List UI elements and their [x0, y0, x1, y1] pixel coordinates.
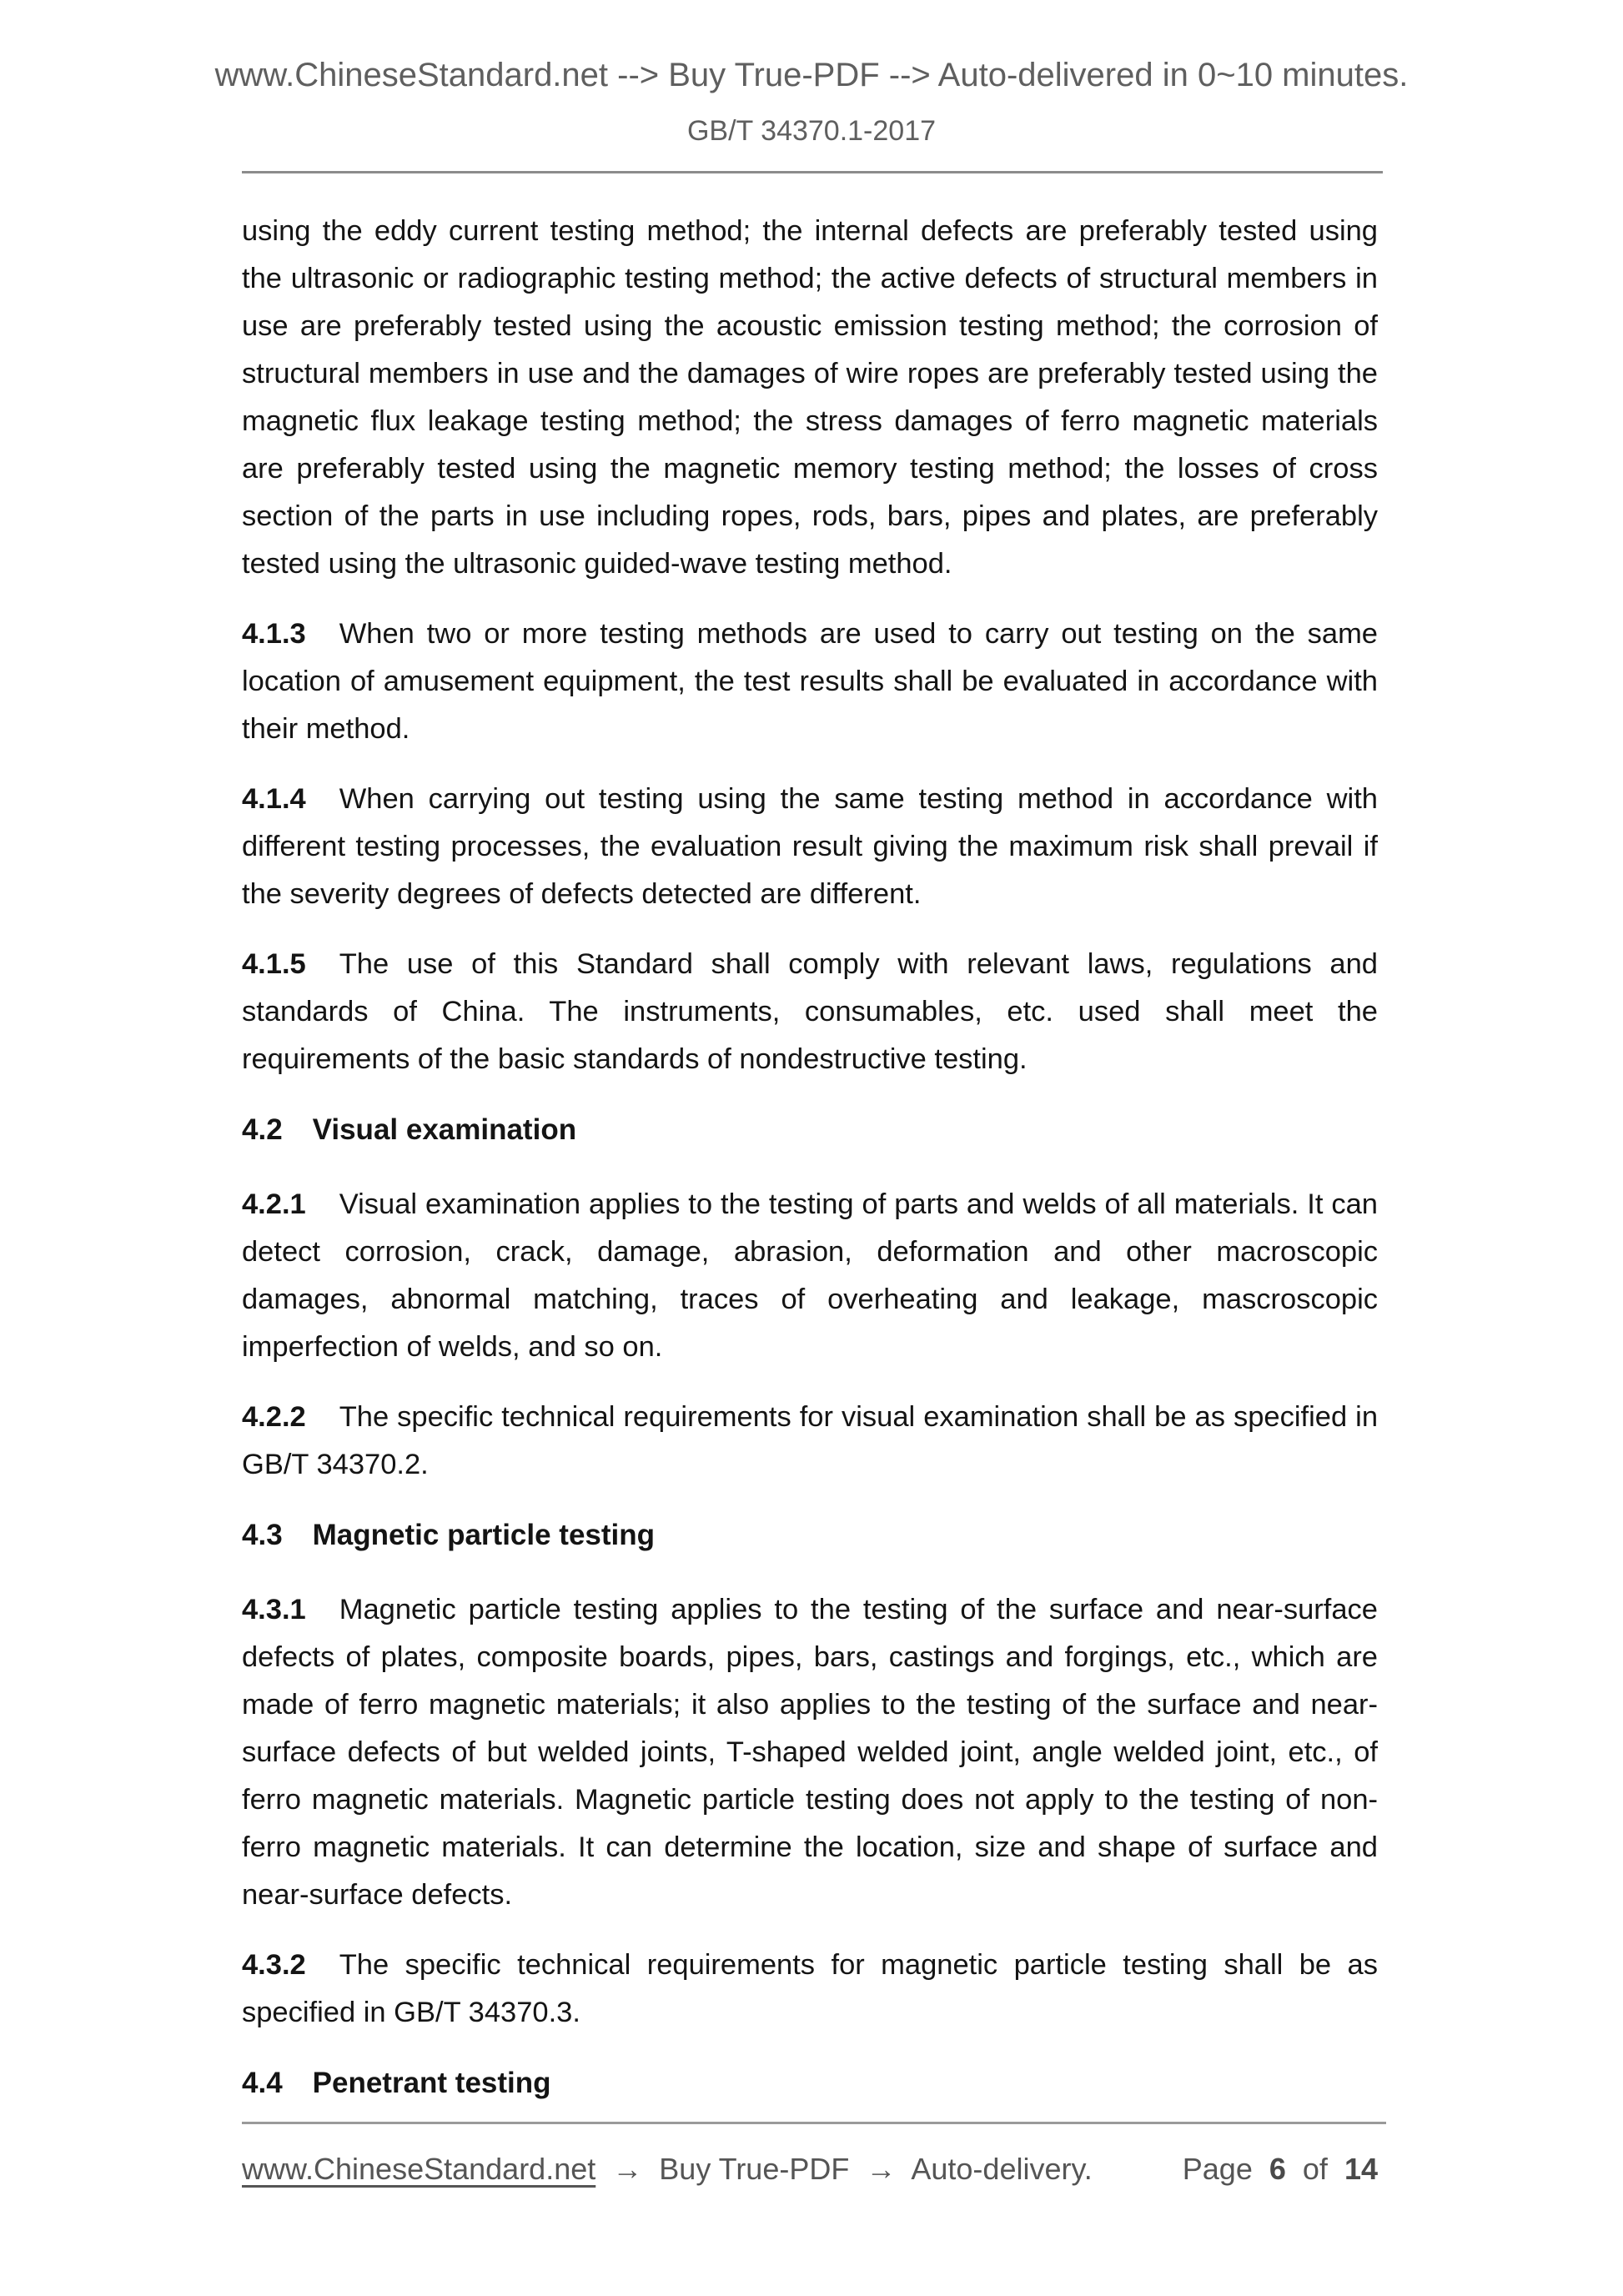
section-text: The specific technical requirements for magnetic particle testing shall be as specified in GB/T 34370.3. — [242, 1949, 1378, 2028]
section-text: using the eddy current testing method; the internal defects are preferably tested using the ultrasonic or radiographic testing method; the active defects of structural members in use are preferably tested using the acoustic emission testing method; the corrosion of structural members in use and the damages of wire ropes are preferably tested using the magnetic flux leakage testing method; the stress damages of ferro magnetic materials are preferably tested using the magnetic memory testing method; the losses of cross section of the parts in use including ropes, rods, bars, pipes and plates, are preferably tested using the ultrasonic guided-wave testing method. — [242, 215, 1378, 580]
section-number: 4.1.4 — [242, 783, 306, 815]
section-text: When two or more testing methods are used to carry out testing on the same location of amusement equipment, the test results shall be evaluated in accordance with their method. — [242, 618, 1378, 745]
footer-site-link[interactable]: www.ChineseStandard.net — [242, 2152, 596, 2186]
page-footer — [242, 2152, 1378, 2187]
footer-delivery-text: Auto-delivery. — [911, 2152, 1093, 2186]
paragraph-4.1.4 — [242, 776, 1378, 918]
document-number: GB/T 34370.1-2017 — [686, 115, 937, 147]
page-indicator — [1183, 2152, 1378, 2187]
section-number: 4.3 — [242, 1519, 283, 1551]
heading-4.3 — [242, 1511, 1378, 1559]
header-divider — [242, 171, 1383, 173]
page-current: 6 — [1269, 2152, 1286, 2186]
section-number: 4.2 — [242, 1113, 283, 1146]
page-label: Page — [1182, 2152, 1253, 2186]
section-number: 4.4 — [242, 2067, 283, 2099]
section-title: Penetrant testing — [312, 2067, 551, 2099]
paragraph-continuation — [242, 208, 1378, 588]
paragraph-4.2.1 — [242, 1181, 1378, 1371]
page-of-label: of — [1302, 2152, 1328, 2186]
paragraph-4.3.2 — [242, 1942, 1378, 2037]
section-text: Visual examination applies to the testing of parts and welds of all materials. It can detect corrosion, crack, damage, abrasion, deformation and other macroscopic damages, abnormal matching, traces of overheating and leakage, mascroscopic imperfection of welds, and so on. — [242, 1188, 1378, 1363]
arrow-right-icon: → — [866, 2152, 897, 2186]
section-title: Magnetic particle testing — [312, 1519, 656, 1551]
section-text: Magnetic particle testing applies to the testing of the surface and near-surface defects of plates, composite boards, pipes, bars, castings and forgings, etc., which are made of ferro magnetic materials; it also applies to the testing of the surface and near-surface defects of but welded joints, T-shaped welded joint, angle welded joint, etc., of ferro magnetic materials. Magnetic particle testing does not apply to the testing of non-ferro magnetic materials. It can determine the location, size and shape of surface and near-surface defects. — [242, 1594, 1378, 1911]
footer-divider — [242, 2122, 1386, 2124]
section-number: 4.3.2 — [242, 1949, 306, 1981]
footer-buy-text: Buy True-PDF — [659, 2152, 850, 2186]
section-number: 4.1.5 — [242, 948, 306, 980]
arrow-right-icon: → — [612, 2152, 643, 2186]
document-body — [242, 208, 1378, 2134]
paragraph-4.1.5 — [242, 941, 1378, 1083]
footer-promo — [242, 2152, 1093, 2187]
section-text: When carrying out testing using the same testing method in accordance with different testing processes, the evaluation result giving the maximum risk shall prevail if the severity degrees of defects detected are different. — [242, 783, 1378, 910]
section-number: 4.2.1 — [242, 1188, 306, 1220]
paragraph-4.3.1 — [242, 1586, 1378, 1919]
section-text: The specific technical requirements for visual examination shall be as specified in GB/T 34370.2. — [242, 1401, 1378, 1480]
paragraph-4.2.2 — [242, 1394, 1378, 1489]
section-number: 4.3.1 — [242, 1594, 306, 1625]
section-number: 4.1.3 — [242, 618, 306, 650]
heading-4.2 — [242, 1106, 1378, 1153]
section-text: The use of this Standard shall comply with relevant laws, regulations and standards of China. The instruments, consumables, etc. used shall meet the requirements of the basic standards of nondestructive testing. — [242, 948, 1378, 1075]
section-number: 4.2.2 — [242, 1401, 306, 1433]
heading-4.4 — [242, 2059, 1378, 2107]
section-title: Visual examination — [312, 1113, 577, 1146]
page-total: 14 — [1344, 2152, 1378, 2186]
header-promo-text: www.ChineseStandard.net --> Buy True-PDF --> Auto-delivered in 0~10 minutes. — [214, 57, 1409, 93]
paragraph-4.1.3 — [242, 610, 1378, 753]
